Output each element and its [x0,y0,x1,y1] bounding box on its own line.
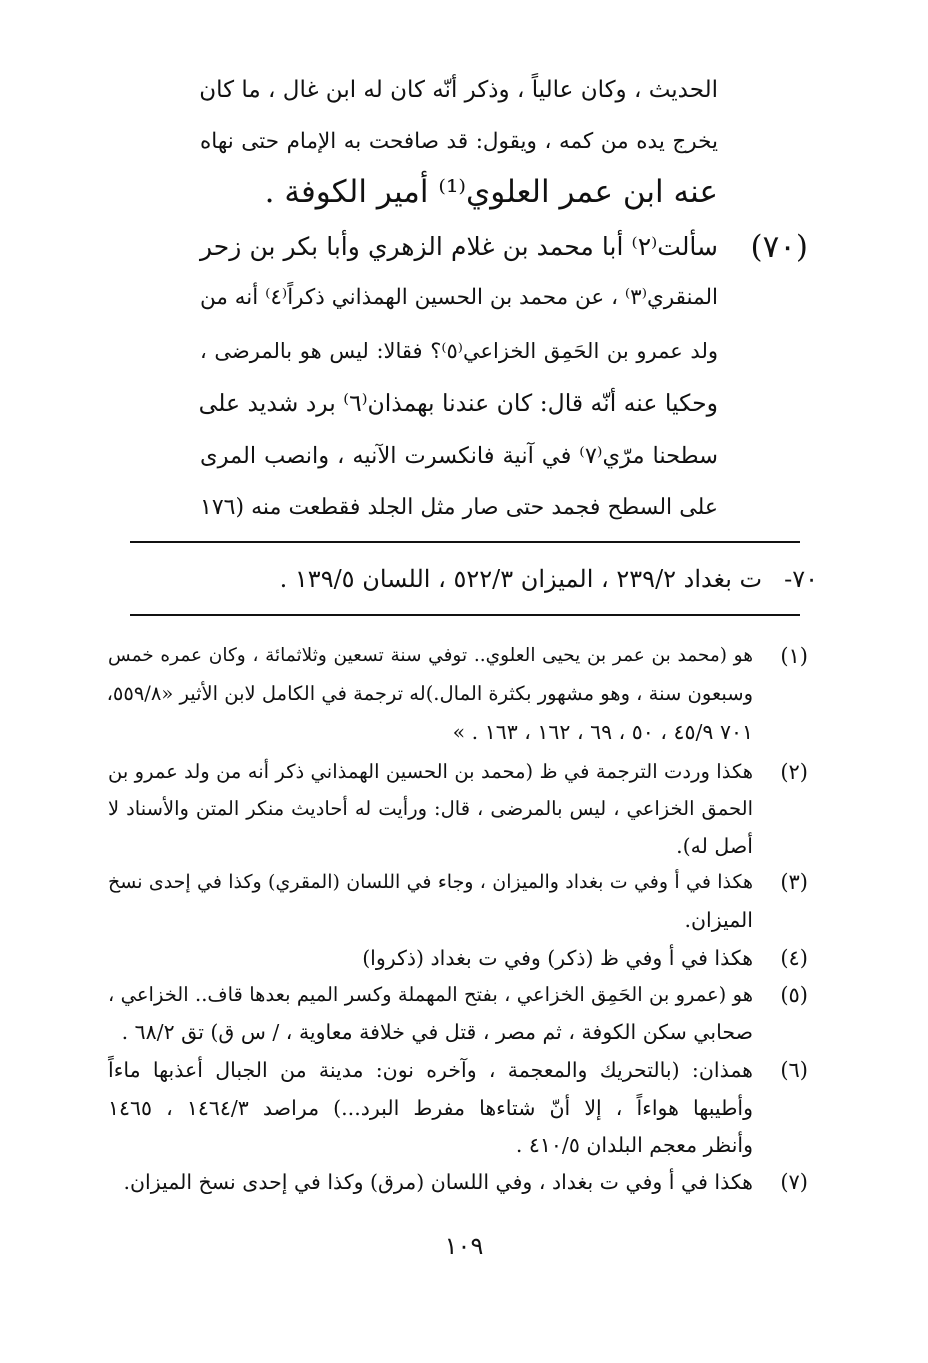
footnote-7-line-1: هكذا في أ وفي ت بغداد ، وفي اللسان (مرق) وكذا في إحدى نسخ الميزان. [123,1170,753,1194]
entry-number: (٧٠) [750,229,808,265]
entry-line-4: وحكيا عنه أنّه قال: كان عندنا بهمذان⁽٦⁾ برد شديد على [198,389,718,417]
footnote-1-line-1: هو (محمد بن عمر بن يحيى العلوي.. توفي سنة تسعين وثلاثمائة ، وكان عمره خمس [108,645,753,666]
sources-number: ٧٠- [784,565,818,593]
page-number: ١٠٩ [444,1232,484,1260]
sources-text: ت بغداد ٢٣٩/٢ ، الميزان ٥٢٢/٣ ، اللسان ١٣٩/٥ . [279,565,763,593]
footnote-1-line-3: ٧٠١ ٤٥/٩ ، ٥٠ ، ٦٩ ، ١٦٢ ، ١٦٣ . » [452,720,753,744]
body-line-3: عنه ابن عمر العلوي⁽¹⁾ أمير الكوفة . [264,174,718,210]
footnote-number-5: (٥) [780,983,808,1007]
footnote-2-line-2: الحمق الخزاعي ، ليس بالمرضى ، قال: ورأيت له أحاديث منكر المتن والأسناد لا [108,797,753,820]
footnote-6-line-2: وأطيبها هواءاً ، إلا أنّ شتاءها مفرط البرد...) مراصد ١٤٦٤/٣ ، ١٤٦٥ [108,1096,753,1120]
body-line-2: يخرج يده من كمه ، ويقول: قد صافحت به الإمام حتى نهاه [200,129,718,154]
footnote-1-line-2: وسبعون سنة ، وهو مشهور بكثرة المال.)له ترجمة في الكامل لابن الأثير «٥٥٩/٨، [106,682,753,705]
footnote-number-6: (٦) [780,1058,808,1082]
separator-rule-bottom [130,614,800,616]
footnote-2-line-3: أصل له). [676,834,753,858]
footnote-6-line-3: وأنظر معجم البلدان ٤١٠/٥ . [515,1133,753,1157]
entry-line-5: سطحنا مرّي⁽٧⁾ في آنية فانكسرت الآنيه ، وانصب المرى [200,443,718,469]
body-line-1: الحديث ، وكان عالياً ، وذكر أنّه كان له ابن غال ، ما كان [199,77,718,103]
entry-line-1: سألت⁽٢⁾ أبا محمد بن غلام الزهري وأبا بكر بن زحر [200,232,718,261]
sources-line [280,562,818,596]
footnote-number-1: (١) [780,644,808,668]
footnote-2-line-1: هكذا وردت الترجمة في ظ (محمد بن الحسين الهمذاني ذكر أنه من ولد عمرو بن [108,760,753,783]
footnote-6-line-1: همذان: (بالتحريك والمعجمة ، وآخره نون: مدينة من الجبال أعذبها ماءاً [108,1058,753,1082]
footnote-number-3: (٣) [780,870,808,894]
footnote-4-line-1: هكذا في أ وفي ظ (ذكر) وفي ت بغداد (ذكروا) [362,946,753,970]
footnote-5-line-2: صحابي سكن الكوفة ، ثم مصر ، قتل في خلافة معاوية ، / س ق) تق ٦٨/٢ . [121,1020,753,1044]
footnote-3-line-1: هكذا في أ وفي ت بغداد والميزان ، وجاء في اللسان (المقري) وكذا في إحدى نسخ [108,871,753,893]
entry-line-3: ولد عمرو بن الحَمِق الخزاعي⁽٥⁾؟ فقالا: ليس هو بالمرضى ، [200,339,718,363]
entry-line-6: على السطح فجمد حتى صار مثل الجلد فقطعت منه (١٧٦ [200,495,718,520]
entry-line-2: المنقري⁽٣⁾ ، عن محمد بن الحسين الهمذاني ذكراً⁽٤⁾ أنه من [200,285,718,310]
footnote-number-7: (٧) [780,1170,808,1194]
footnote-number-2: (٢) [780,760,808,784]
footnote-3-line-2: الميزان. [684,908,753,932]
footnote-5-line-1: هو (عمرو بن الحَمِق الخزاعي ، بفتح المهملة وكسر الميم بعدها قاف.. الخزاعي ، [108,983,753,1006]
separator-rule-top [130,541,800,543]
footnote-number-4: (٤) [780,946,808,970]
